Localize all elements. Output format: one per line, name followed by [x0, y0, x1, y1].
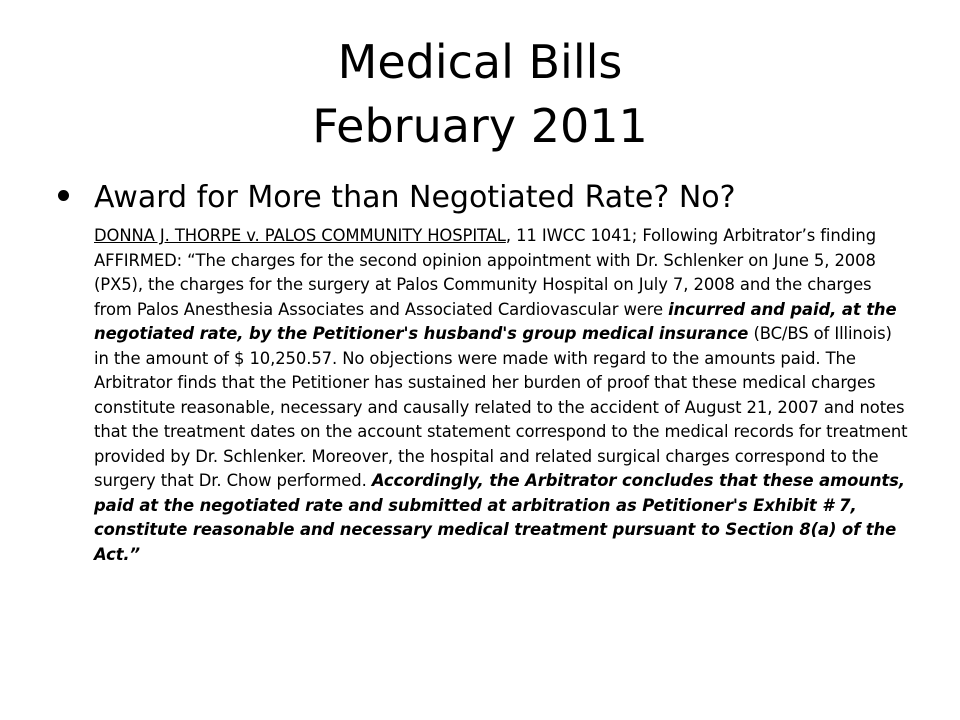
- slide-title: [0, 30, 960, 158]
- quote-emphasis-1: incurred and paid, at the negotiated rate, by the Petitioner's husband's group medical insurance: [94, 299, 897, 343]
- bullet-item: [58, 178, 910, 567]
- case-name: DONNA J. THORPE v. PALOS COMMUNITY HOSPITAL: [94, 226, 506, 245]
- bullet-heading: Award for More than Negotiated Rate? No?: [94, 180, 736, 215]
- quote-emphasis-2: Accordingly, the Arbitrator concludes that these amounts, paid at the negotiated rate and submitted at arbitration as Petitioner's Exhibit # 7, constitute reasonable and necessary medical treatment pursuant to Section 8(a) of the Act.”: [94, 471, 905, 564]
- case-quote: [94, 224, 910, 567]
- bullet-list: [58, 178, 910, 567]
- bullet-dot-icon: [58, 190, 69, 201]
- title-line-2: February 2011: [312, 99, 648, 153]
- quote-text-2: (BC/BS of Illinois) in the amount of $ 10,250.57. No objections were made with regard to the amounts paid. The Arbitrator finds that the Petitioner has sustained her burden of proof that these medical charges constitute reasonable, necessary and causally related to the accident of August 21, 2007 and notes that the treatment dates on the account statement correspond to the medical records for treatment provided by Dr. Schlenker. Moreover, the hospital and related surgical charges correspond to the surgery that Dr. Chow performed.: [94, 324, 908, 490]
- quote-text-1: , 11 IWCC 1041; Following Arbitrator’s finding AFFIRMED: “The charges for the second opinion appointment with Dr. Schlenker on June 5, 2008 (PX5), the charges for the surgery at Palos Community Hospital on July 7, 2008 and the charges from Palos Anesthesia Associates and Associated Cardiovascular were: [94, 226, 877, 319]
- title-line-1: Medical Bills: [337, 35, 623, 89]
